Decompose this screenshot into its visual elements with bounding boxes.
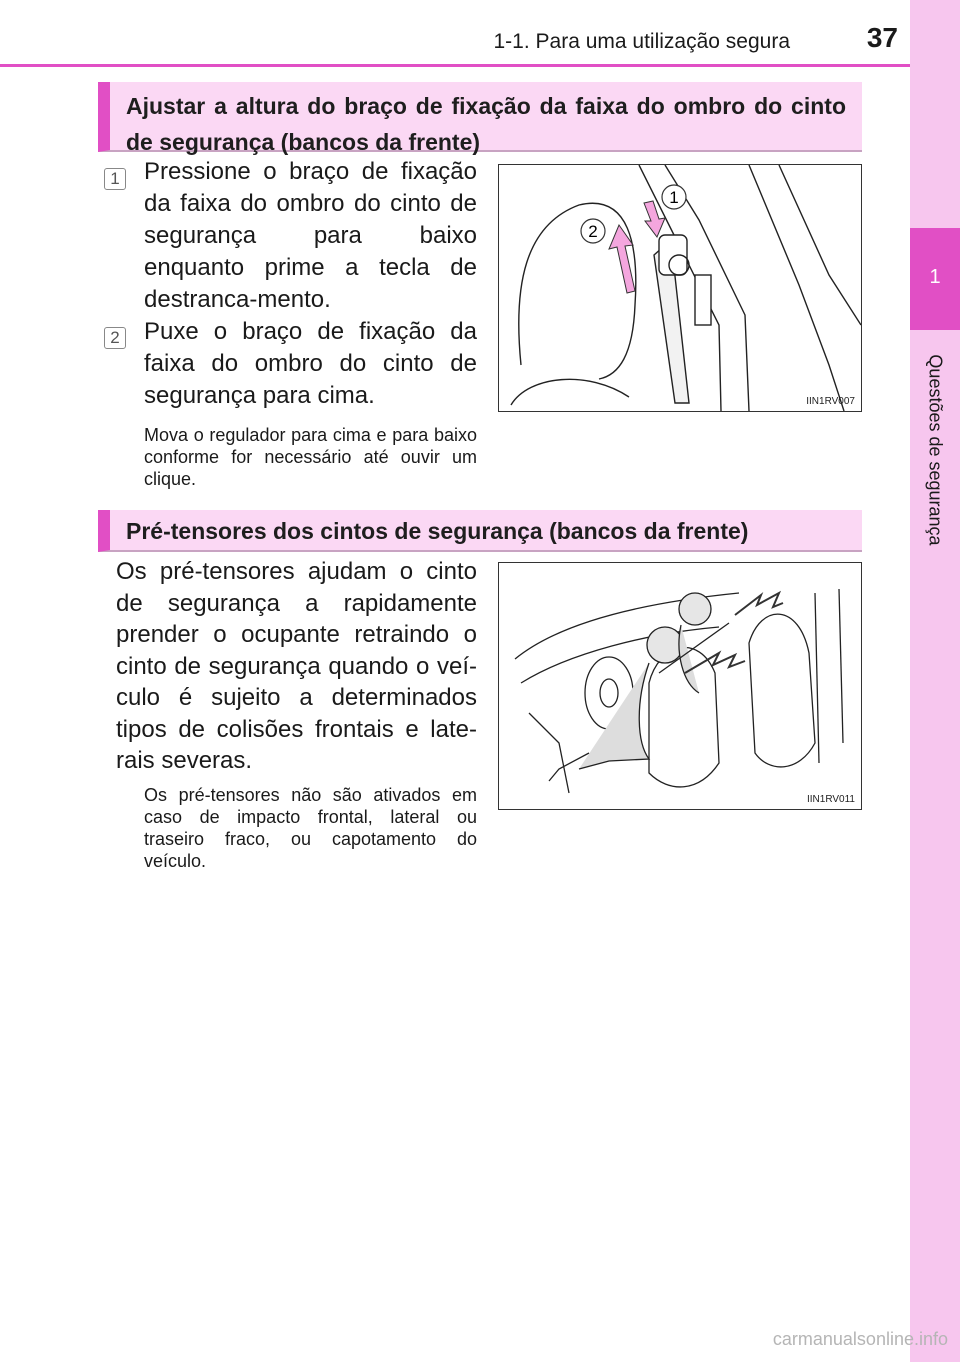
header-section-title: 1-1. Para uma utilização segura — [493, 30, 790, 53]
belt-anchor-illustration — [499, 165, 861, 411]
callout-2: 2 — [588, 222, 598, 241]
figure-code: IIN1RV011 — [807, 794, 855, 805]
section-title-belt-anchor — [98, 82, 862, 155]
step-number-2 — [104, 323, 126, 349]
step-text-1: Pressione o braço de fixação da faixa do ombro do cinto de segurança para baixo enquanto prime a tecla de destranca-mento. — [144, 158, 477, 313]
step-number-1 — [104, 164, 126, 190]
page-number: 37 — [866, 22, 898, 53]
section-title-pretensioners: Pré-tensores dos cintos de segurança (bancos da frente) — [98, 510, 862, 552]
section1-note: Mova o regulador para cima e para baixo conforme for necessário até ouvir um clique. — [144, 425, 477, 489]
watermark: carmanualsonline.info — [772, 1329, 948, 1349]
step-number-badge: 1 — [104, 168, 126, 190]
pretensioner-illustration — [499, 563, 861, 809]
callout-1: 1 — [669, 188, 679, 207]
chapter-title: Questões de segurança — [925, 354, 946, 546]
step-number-badge: 2 — [104, 327, 126, 349]
pretensioner-figure — [498, 562, 862, 810]
header-rule — [0, 64, 910, 67]
section-title-text: Ajustar a altura do braço de fixação da faixa do ombro do cinto de segurança (bancos da frente) — [126, 93, 846, 155]
figure-code: IIN1RV007 — [806, 396, 855, 407]
section2-body: Os pré-tensores ajudam o cinto de segurança a rapidamente prender o ocupante retraindo o cinto de segurança quando o veí-culo é sujeito a determinados tipos de colisões frontais e late-rais severas. — [116, 558, 477, 774]
chapter-number: 1 — [929, 266, 941, 288]
chapter-side-tab — [910, 0, 960, 1362]
section2-note: Os pré-tensores não são ativados em caso de impacto frontal, lateral ou traseiro fraco, ou capotamento do veículo. — [144, 785, 477, 871]
step-text-2: Puxe o braço de fixação da faixa do ombro do cinto de segurança para cima. — [144, 318, 477, 409]
belt-anchor-figure — [498, 164, 862, 412]
